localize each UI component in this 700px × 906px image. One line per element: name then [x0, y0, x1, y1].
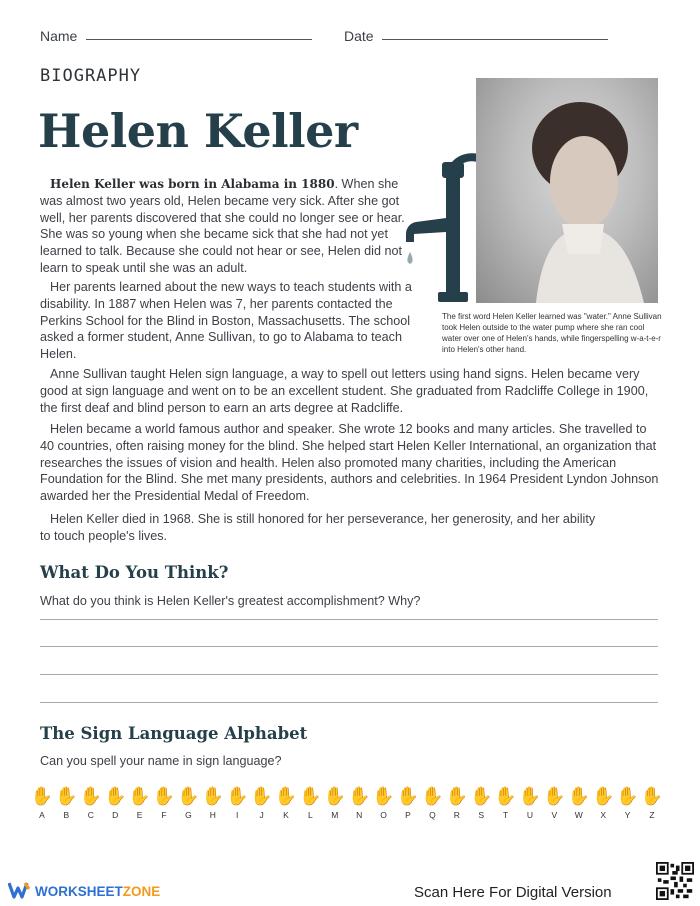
sign-letter-n	[347, 784, 371, 820]
sign-letter-label: U	[526, 810, 534, 820]
sign-letter-label: R	[453, 810, 460, 820]
sign-letter-f	[152, 784, 176, 820]
think-heading: What Do You Think?	[40, 563, 229, 582]
sign-letter-label: E	[136, 810, 143, 820]
sign-letter-w	[567, 784, 591, 820]
hand-sign-icon: ✋	[396, 786, 420, 806]
sign-letter-label: M	[331, 810, 339, 820]
sign-letter-h	[201, 784, 225, 820]
sign-letter-label: G	[185, 810, 192, 820]
sign-letter-label: L	[308, 810, 313, 820]
answer-line-4[interactable]	[40, 702, 658, 703]
sign-letter-label: I	[236, 810, 239, 820]
bio-paragraph-1-bold: Helen Keller was born in Alabama in 1880	[50, 177, 335, 191]
worksheet-zone-logo[interactable]	[8, 881, 160, 902]
sign-letter-label: S	[478, 810, 485, 820]
page-title: Helen Keller	[38, 104, 358, 158]
hand-sign-icon: ✋	[567, 786, 590, 806]
sign-letter-t	[494, 784, 518, 820]
sign-letter-c	[79, 784, 103, 820]
category-label: BIOGRAPHY	[40, 66, 142, 86]
sign-letter-j	[250, 784, 274, 820]
alphabet-question: Can you spell your name in sign language?	[40, 754, 282, 768]
sign-letter-label: Q	[429, 810, 436, 820]
hand-sign-icon: ✋	[616, 786, 639, 806]
sign-letter-label: K	[283, 810, 289, 820]
bio-paragraph-3: Anne Sullivan taught Helen sign language, a way to spell out letters using hand signs. Helen became very good at sign language and went on to be an excellent student. She graduated from Radcliffe College in 1900, the first deaf and blind person to earn an arts degree at Radcliffe.	[40, 367, 649, 415]
sign-letter-label: N	[356, 810, 363, 820]
sign-letter-label: D	[112, 810, 119, 820]
date-line[interactable]	[382, 39, 608, 40]
hand-sign-icon: ✋	[225, 786, 249, 806]
bio-paragraph-2: Her parents learned about the new ways to teach students with a disability. In 1887 when Helen was 7, her parents contacted the Perkins School for the Blind in Boston, Massachusetts. The school asked a former student, Anne Sullivan, to go to Alabama to teach Helen.	[40, 280, 412, 362]
sign-letter-label: V	[551, 810, 558, 820]
sign-letter-u	[518, 784, 542, 820]
hand-sign-icon: ✋	[640, 786, 664, 806]
sign-letter-label: C	[87, 810, 94, 820]
sign-letter-d	[103, 784, 127, 820]
sign-letter-x	[591, 784, 615, 820]
hand-sign-icon: ✋	[469, 786, 493, 806]
sign-letter-p	[396, 784, 420, 820]
logo-text-worksheet: WORKSHEET	[35, 884, 123, 899]
scan-text: Scan Here For Digital Version	[414, 884, 612, 901]
hand-sign-icon: ✋	[543, 786, 566, 806]
hand-sign-icon: ✋	[299, 786, 322, 806]
sign-letter-m	[323, 784, 347, 820]
think-question: What do you think is Helen Keller's greatest accomplishment? Why?	[40, 594, 421, 608]
hand-sign-icon: ✋	[177, 786, 200, 806]
bio-paragraph-5: Helen Keller died in 1968. She is still honored for her perseverance, her generosity, and her ability to touch people's lives.	[40, 512, 596, 543]
sign-letter-q	[420, 784, 444, 820]
sign-letter-label: J	[259, 810, 264, 820]
sign-letter-label: W	[574, 810, 583, 820]
sign-letter-k	[274, 784, 298, 820]
sign-letter-label: O	[380, 810, 387, 820]
hand-sign-icon: ✋	[347, 786, 371, 806]
sign-letter-e	[128, 784, 152, 820]
sign-letter-g	[176, 784, 200, 820]
answer-line-3[interactable]	[40, 674, 658, 675]
photo-caption: The first word Helen Keller learned was "water." Anne Sullivan took Helen outside to the water pump where she ran cool water over one of Helen's hands, while fingerspelling w-a-t-e-r into Helen's other hand.	[442, 312, 662, 354]
hand-sign-icon: ✋	[30, 786, 54, 806]
sign-letter-label: Z	[649, 810, 655, 820]
name-line[interactable]	[86, 39, 312, 40]
hand-sign-icon: ✋	[103, 786, 127, 806]
sign-letter-r	[445, 784, 469, 820]
hand-sign-icon: ✋	[445, 786, 468, 806]
hand-sign-icon: ✋	[152, 786, 176, 806]
hand-sign-icon: ✋	[201, 786, 224, 806]
hand-sign-icon: ✋	[79, 786, 102, 806]
sign-letter-l	[298, 784, 322, 820]
qr-code-icon[interactable]	[656, 862, 694, 900]
sign-letter-label: Y	[624, 810, 631, 820]
logo-mark-icon	[8, 881, 32, 902]
hand-sign-icon: ✋	[421, 786, 444, 806]
sign-letter-label: P	[405, 810, 411, 820]
sign-letter-label: A	[39, 810, 45, 820]
sign-letter-label: B	[63, 810, 70, 820]
sign-letter-v	[542, 784, 566, 820]
logo-text-zone: ZONE	[122, 884, 161, 899]
hand-sign-icon: ✋	[274, 786, 298, 806]
name-label: Name	[40, 28, 78, 44]
sign-letter-s	[469, 784, 493, 820]
hand-sign-icon: ✋	[250, 786, 273, 806]
answer-line-2[interactable]	[40, 646, 658, 647]
hand-sign-icon: ✋	[518, 786, 542, 806]
hand-sign-icon: ✋	[591, 786, 615, 806]
alphabet-heading: The Sign Language Alphabet	[40, 724, 308, 743]
sign-letter-z	[640, 784, 664, 820]
sign-letter-label: F	[161, 810, 167, 820]
answer-line-1[interactable]	[40, 619, 658, 620]
sign-letter-o	[372, 784, 396, 820]
sign-letter-label: H	[209, 810, 216, 820]
hand-sign-icon: ✋	[128, 786, 151, 806]
date-label: Date	[344, 28, 374, 44]
hand-sign-icon: ✋	[372, 786, 395, 806]
hand-sign-icon: ✋	[55, 786, 78, 806]
bio-paragraph-4: Helen became a world famous author and speaker. She wrote 12 books and many articles. She travelled to 40 countries, often raising money for the blind. She helped start Helen Keller International, an organization that researches the issues of vision and health. Helen also promoted many charities, including the American Foundation for the Blind. She met many presidents, authors and celebrities. In 1964 President Lyndon Johnson awarded her the Presidential Medal of Freedom.	[40, 422, 659, 504]
helen-keller-photo	[476, 78, 658, 303]
sign-letter-label: X	[600, 810, 607, 820]
hand-sign-icon: ✋	[494, 786, 517, 806]
bio-paragraph-1-text: . When she was almost two years old, Helen became very sick. After she got well, her parents discovered that she could no longer see or hear. She was so young when she became sick that she had not yet learned to talk. Because she could not hear or see, Helen did not learn to speak until she was an adult.	[40, 177, 405, 275]
hand-sign-icon: ✋	[323, 786, 346, 806]
sign-letter-i	[225, 784, 249, 820]
bio-paragraph-1	[40, 176, 410, 277]
sign-letter-b	[54, 784, 78, 820]
sign-letter-label: T	[502, 810, 509, 820]
sign-letter-a	[30, 784, 54, 820]
sign-letter-y	[616, 784, 640, 820]
portrait-image	[476, 78, 658, 303]
